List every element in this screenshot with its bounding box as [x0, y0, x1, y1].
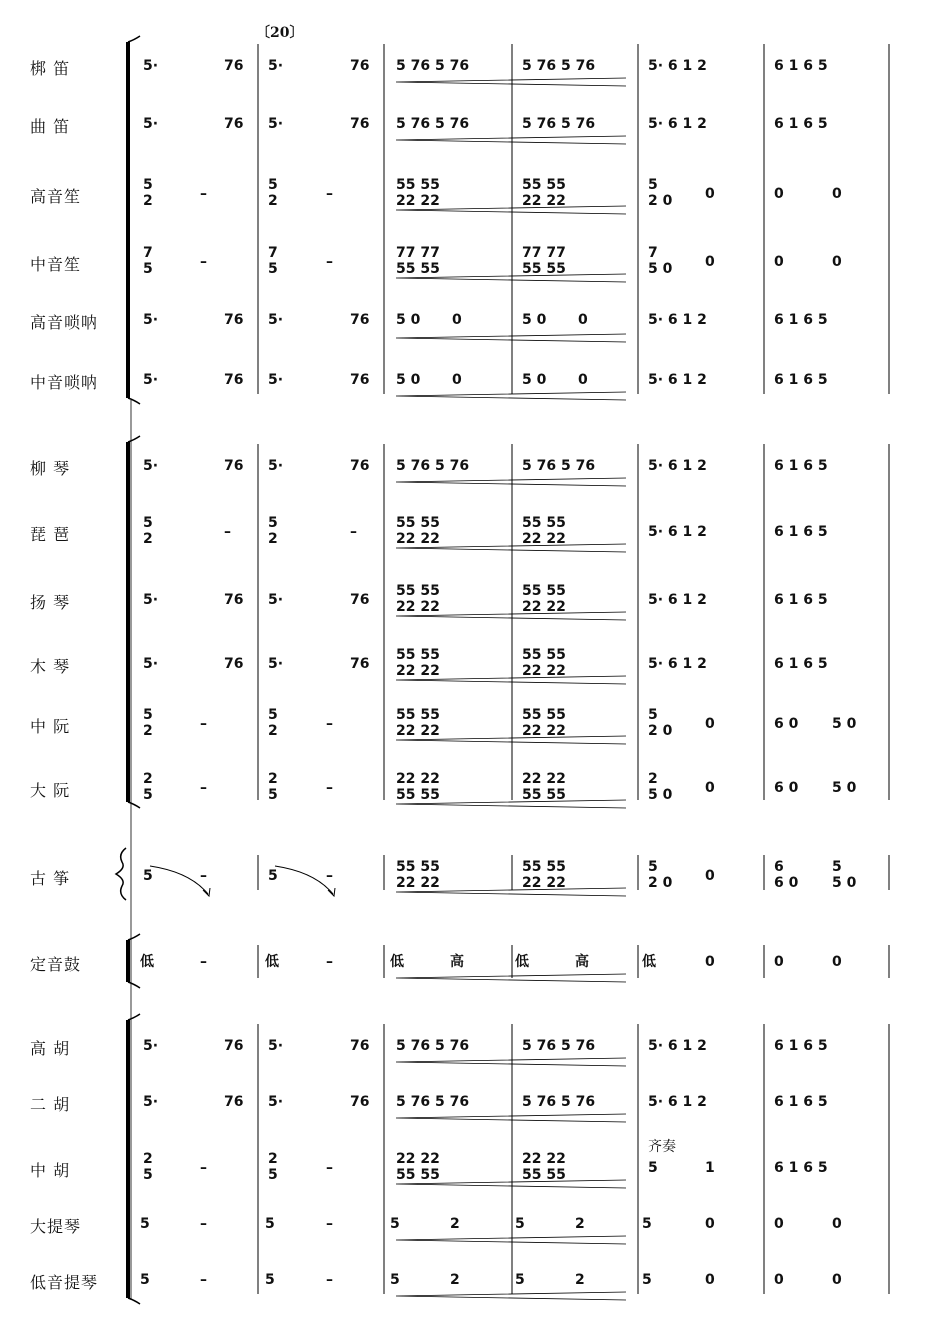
note-cell: 0 — [705, 780, 715, 796]
hairpin — [396, 1058, 626, 1066]
note-cell: – — [200, 1160, 207, 1176]
note-cell-lower: 5 0 — [648, 261, 673, 277]
note-cell-lower: 5 — [143, 787, 153, 803]
note-cell-lower: 22 22 — [522, 663, 566, 679]
note-cell: 5· 6 1 2 — [648, 1094, 707, 1110]
note-cell-upper: 55 55 — [522, 707, 566, 723]
note-cell: 5· — [143, 592, 159, 608]
note-cell-lower: 2 — [143, 531, 153, 547]
note-cell-lower: 5 — [268, 1167, 278, 1183]
note-cell-lower: 2 0 — [648, 875, 673, 891]
note-cell: 0 — [832, 954, 842, 970]
note-cell: 5· — [268, 116, 284, 132]
note-cell: 0 — [705, 254, 715, 270]
hairpin — [396, 136, 626, 144]
note-cell: 5 0 — [396, 372, 421, 388]
note-cell-lower: 22 22 — [396, 663, 440, 679]
note-cell-upper: 5 — [648, 859, 658, 875]
annotation-qizou: 齐奏 — [648, 1139, 676, 1155]
note-cell: 5 — [515, 1272, 525, 1288]
note-cell-upper: 5 — [648, 707, 658, 723]
note-cell-upper: 5 — [143, 177, 153, 193]
instrument-name: 中 胡 — [30, 1161, 71, 1180]
note-cell-upper: 2 — [268, 771, 278, 787]
note-cell: 76 — [350, 372, 370, 388]
note-cell: – — [326, 780, 333, 796]
note-cell-lower: 6 0 — [774, 875, 799, 891]
note-cell: – — [224, 524, 231, 540]
note-cell-lower: 2 — [143, 723, 153, 739]
instrument-name: 大 阮 — [30, 781, 71, 800]
hairpin — [396, 334, 626, 342]
note-cell-lower: 22 22 — [522, 599, 566, 615]
note-cell: 5 — [140, 1216, 150, 1232]
note-cell-upper: 6 — [774, 859, 784, 875]
note-cell-upper: 55 55 — [396, 859, 440, 875]
note-cell: 5· 6 1 2 — [648, 524, 707, 540]
note-cell-upper: 55 55 — [396, 707, 440, 723]
note-cell: 6 1 6 5 — [774, 1160, 828, 1176]
note-cell: 5 76 5 76 — [396, 1038, 470, 1054]
note-cell-upper: 55 55 — [522, 177, 566, 193]
rehearsal-mark: 〔20〕 — [256, 25, 304, 41]
glissando-arrows — [150, 866, 335, 896]
note-cell: 0 — [705, 868, 715, 884]
note-cell: 5· — [143, 1038, 159, 1054]
note-cell-upper: 5 — [268, 515, 278, 531]
note-cell: 76 — [224, 312, 244, 328]
note-cell: 5 — [268, 868, 278, 884]
note-cell-upper: 22 22 — [522, 1151, 566, 1167]
note-cell-upper: 5 — [143, 707, 153, 723]
note-cell-upper: 22 22 — [396, 771, 440, 787]
note-cell: 5· — [268, 372, 284, 388]
note-cell-upper: 55 55 — [522, 647, 566, 663]
note-cell-lower: 5 — [143, 261, 153, 277]
note-cell: 5· 6 1 2 — [648, 592, 707, 608]
note-cell-upper: 5 — [648, 177, 658, 193]
note-cell-lower: 2 — [143, 193, 153, 209]
note-cell: 低 — [265, 954, 279, 970]
note-cell: – — [326, 954, 333, 970]
note-cell: – — [326, 1160, 333, 1176]
note-cell: 76 — [224, 656, 244, 672]
note-cell: 1 — [705, 1160, 715, 1176]
note-cell-upper: 77 77 — [522, 245, 566, 261]
note-cell-upper: 2 — [143, 771, 153, 787]
note-cell: 6 1 6 5 — [774, 372, 828, 388]
note-cell: 5· 6 1 2 — [648, 458, 707, 474]
note-cell: 5· — [268, 458, 284, 474]
note-cell: – — [200, 780, 207, 796]
note-cell: 5 0 — [522, 372, 547, 388]
note-cell-upper: 7 — [143, 245, 153, 261]
note-cell: – — [200, 254, 207, 270]
note-cell: 76 — [350, 58, 370, 74]
note-cell: 0 — [578, 312, 588, 328]
note-cell: 6 1 6 5 — [774, 1038, 828, 1054]
note-cell: 5· 6 1 2 — [648, 58, 707, 74]
note-cell: 5· — [143, 656, 159, 672]
note-cell: 5 — [143, 868, 153, 884]
note-cell: 5· — [268, 1038, 284, 1054]
note-cell: 76 — [350, 1038, 370, 1054]
note-cell: 5· — [143, 1094, 159, 1110]
note-cell: 76 — [350, 1094, 370, 1110]
note-cell: 5· 6 1 2 — [648, 1038, 707, 1054]
note-cell: 低 — [642, 954, 656, 970]
hairpin — [396, 478, 626, 486]
note-cell: 高 — [450, 954, 464, 970]
note-cell: 5 0 — [522, 312, 547, 328]
note-cell-lower: 55 55 — [522, 1167, 566, 1183]
note-cell-lower: 22 22 — [396, 599, 440, 615]
note-cell: 6 1 6 5 — [774, 312, 828, 328]
note-cell: 5 — [642, 1272, 652, 1288]
note-cell: 5 0 — [396, 312, 421, 328]
note-cell: 5· 6 1 2 — [648, 372, 707, 388]
note-cell: 5· — [143, 372, 159, 388]
note-cell: 0 — [832, 254, 842, 270]
note-cell: – — [200, 186, 207, 202]
note-cell: 5· — [268, 312, 284, 328]
note-cell: 5 76 5 76 — [522, 1094, 596, 1110]
note-cell: 5 76 5 76 — [522, 58, 596, 74]
instrument-name: 中 阮 — [30, 717, 71, 736]
note-cell: – — [326, 716, 333, 732]
note-cell: 0 — [705, 186, 715, 202]
note-cell: 0 — [705, 954, 715, 970]
note-cell-upper: 2 — [648, 771, 658, 787]
note-cell: 5 76 5 76 — [396, 116, 470, 132]
note-cell: 0 — [705, 716, 715, 732]
instrument-name: 大提琴 — [30, 1217, 82, 1236]
note-cell: 6 1 6 5 — [774, 458, 828, 474]
note-cell-lower: 2 0 — [648, 723, 673, 739]
note-cell: 5 76 5 76 — [522, 1038, 596, 1054]
note-cell: 2 — [575, 1272, 585, 1288]
note-cell-upper: 2 — [268, 1151, 278, 1167]
note-cell: – — [200, 954, 207, 970]
note-cell: 76 — [224, 1038, 244, 1054]
note-cell: 0 — [452, 372, 462, 388]
note-cell: 5 — [515, 1216, 525, 1232]
note-cell: 0 — [578, 372, 588, 388]
instrument-name: 低音提琴 — [30, 1273, 99, 1292]
note-cell: – — [326, 254, 333, 270]
note-cell: 76 — [224, 58, 244, 74]
note-cell: 6 1 6 5 — [774, 656, 828, 672]
instrument-name: 高 胡 — [30, 1039, 71, 1058]
note-cell: 76 — [224, 592, 244, 608]
note-cell: 0 — [832, 1272, 842, 1288]
note-cell: 76 — [350, 458, 370, 474]
note-cell: – — [200, 1216, 207, 1232]
note-cell: 6 1 6 5 — [774, 1094, 828, 1110]
note-cell: 0 — [705, 1272, 715, 1288]
note-cell: 0 — [452, 312, 462, 328]
note-cell-lower: 5 — [268, 787, 278, 803]
note-cell-upper: 55 55 — [522, 515, 566, 531]
note-cell: 5· — [268, 656, 284, 672]
instrument-name: 中音笙 — [30, 255, 82, 274]
note-cell-lower: 55 55 — [396, 1167, 440, 1183]
hairpin — [396, 1114, 626, 1122]
note-cell: 76 — [224, 458, 244, 474]
note-cell: 76 — [350, 312, 370, 328]
note-cell: 5 76 5 76 — [522, 116, 596, 132]
note-cell: – — [326, 186, 333, 202]
note-cell: – — [326, 868, 333, 884]
hairpin — [396, 1292, 626, 1300]
note-cell: 0 — [774, 954, 784, 970]
note-cell-lower: 22 22 — [396, 723, 440, 739]
note-cell-lower: 22 22 — [396, 531, 440, 547]
note-cell: 76 — [350, 116, 370, 132]
note-cell: 0 — [774, 254, 784, 270]
note-cell: – — [200, 1272, 207, 1288]
note-cell-lower: 22 22 — [522, 531, 566, 547]
note-cell-upper: 55 55 — [522, 583, 566, 599]
note-cell: 5· — [143, 58, 159, 74]
note-cell: 76 — [350, 656, 370, 672]
hairpin — [396, 392, 626, 400]
note-cell-upper: 22 22 — [396, 1151, 440, 1167]
note-cell: 5 0 — [832, 716, 857, 732]
note-cell-lower: 2 — [268, 723, 278, 739]
instrument-name: 木 琴 — [30, 657, 71, 676]
instrument-name: 柳 琴 — [30, 459, 71, 478]
note-cell-lower: 55 55 — [522, 787, 566, 803]
group-brackets — [116, 36, 140, 1304]
note-cell: – — [350, 524, 357, 540]
note-cell: 0 — [774, 186, 784, 202]
note-cell-upper: 5 — [268, 707, 278, 723]
hairpin — [396, 78, 626, 86]
hairpin — [396, 1236, 626, 1244]
note-cell-lower: 5 0 — [648, 787, 673, 803]
note-cell: 0 — [832, 1216, 842, 1232]
note-cell: 6 0 — [774, 780, 799, 796]
note-cell-upper: 7 — [268, 245, 278, 261]
note-cell-upper: 5 — [832, 859, 842, 875]
note-cell: 高 — [575, 954, 589, 970]
note-cell: 5· — [143, 458, 159, 474]
note-cell: 5 — [390, 1216, 400, 1232]
instrument-name: 琵 琶 — [30, 525, 71, 544]
note-cell-lower: 2 — [268, 531, 278, 547]
instrument-name: 梆 笛 — [30, 59, 71, 78]
note-cell: 5 — [265, 1216, 275, 1232]
note-cell: 6 1 6 5 — [774, 592, 828, 608]
note-cell: 5 76 5 76 — [522, 458, 596, 474]
note-cell-lower: 22 22 — [396, 193, 440, 209]
instrument-name: 中音唢呐 — [30, 373, 99, 392]
note-cell: 5· — [268, 592, 284, 608]
note-cell-lower: 22 22 — [522, 875, 566, 891]
note-cell: 5· — [268, 58, 284, 74]
note-cell-upper: 55 55 — [522, 859, 566, 875]
note-cell: 76 — [350, 592, 370, 608]
note-cell: 76 — [224, 372, 244, 388]
note-cell-lower: 22 22 — [522, 723, 566, 739]
note-cell-upper: 55 55 — [396, 647, 440, 663]
note-cell: 5· 6 1 2 — [648, 116, 707, 132]
note-cell: 0 — [832, 186, 842, 202]
note-cell: – — [200, 868, 207, 884]
note-cell: 2 — [450, 1272, 460, 1288]
instrument-name: 定音鼓 — [30, 955, 82, 974]
instrument-name: 扬 琴 — [30, 593, 71, 612]
note-cell: 5 — [265, 1272, 275, 1288]
note-cell-upper: 22 22 — [522, 771, 566, 787]
note-cell-upper: 55 55 — [396, 515, 440, 531]
note-cell-lower: 5 — [143, 1167, 153, 1183]
note-cell: 76 — [224, 116, 244, 132]
note-cell: 低 — [390, 954, 404, 970]
instrument-name: 高音唢呐 — [30, 313, 99, 332]
hairpin — [396, 974, 626, 982]
note-cell-upper: 2 — [143, 1151, 153, 1167]
note-cell: – — [326, 1216, 333, 1232]
note-cell-upper: 55 55 — [396, 583, 440, 599]
note-cell: 6 1 6 5 — [774, 58, 828, 74]
note-cell: 5· 6 1 2 — [648, 312, 707, 328]
note-cell: 6 1 6 5 — [774, 524, 828, 540]
note-cell: – — [326, 1272, 333, 1288]
note-cell: 5· — [143, 116, 159, 132]
note-cell: 5 — [140, 1272, 150, 1288]
note-cell-upper: 77 77 — [396, 245, 440, 261]
note-cell: 5· 6 1 2 — [648, 656, 707, 672]
note-cell: 5 76 5 76 — [396, 458, 470, 474]
note-cell: 2 — [450, 1216, 460, 1232]
note-cell: 6 0 — [774, 716, 799, 732]
note-cell-lower: 55 55 — [522, 261, 566, 277]
note-cell: 0 — [774, 1216, 784, 1232]
note-cell: 5· — [268, 1094, 284, 1110]
instrument-name: 曲 笛 — [30, 117, 71, 136]
note-cell: 5 — [642, 1216, 652, 1232]
note-cell: 5· — [143, 312, 159, 328]
note-cell: 0 — [774, 1272, 784, 1288]
note-cell-upper: 5 — [268, 177, 278, 193]
note-cell-lower: 2 — [268, 193, 278, 209]
note-cell: 低 — [140, 954, 154, 970]
note-cell: 0 — [705, 1216, 715, 1232]
note-cell: – — [200, 716, 207, 732]
note-cell-lower: 55 55 — [396, 787, 440, 803]
note-cell: 5 0 — [832, 780, 857, 796]
instrument-name: 高音笙 — [30, 187, 82, 206]
note-cell-lower: 5 — [268, 261, 278, 277]
note-cell-lower: 55 55 — [396, 261, 440, 277]
note-cell-upper: 55 55 — [396, 177, 440, 193]
note-cell-upper: 5 — [143, 515, 153, 531]
note-cell: 5 — [390, 1272, 400, 1288]
note-cell-lower: 22 22 — [522, 193, 566, 209]
note-cell: 5 76 5 76 — [396, 1094, 470, 1110]
note-cell: 低 — [515, 954, 529, 970]
note-cell: 76 — [224, 1094, 244, 1110]
note-cell-lower: 22 22 — [396, 875, 440, 891]
note-cell: 5 — [648, 1160, 658, 1176]
note-cell: 6 1 6 5 — [774, 116, 828, 132]
note-cell: 5 76 5 76 — [396, 58, 470, 74]
note-cell: 2 — [575, 1216, 585, 1232]
note-cell-lower: 2 0 — [648, 193, 673, 209]
note-cell-upper: 7 — [648, 245, 658, 261]
instrument-name: 古 筝 — [30, 869, 71, 888]
note-cell-lower: 5 0 — [832, 875, 857, 891]
instrument-name: 二 胡 — [30, 1095, 71, 1114]
